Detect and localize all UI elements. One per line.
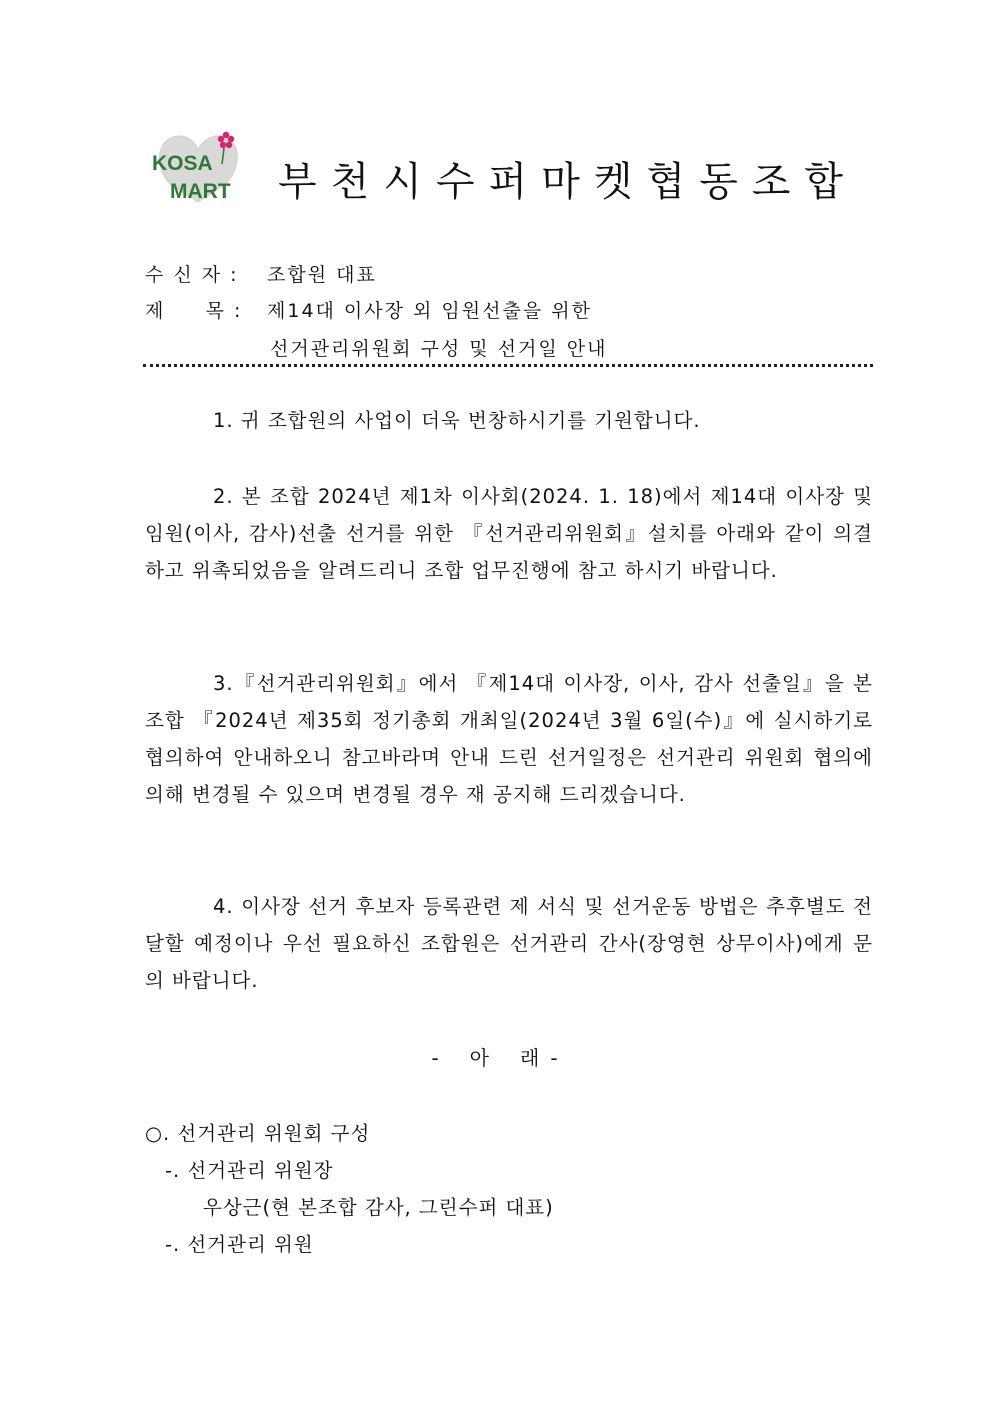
dotted-divider: [143, 364, 873, 367]
list-item-committee: ○. 선거관리 위원회 구성: [145, 1122, 371, 1145]
list-item-members: -. 선거관리 위원: [165, 1233, 314, 1256]
organization-title: 부천시수퍼마켓협동조합: [278, 159, 858, 205]
subject-line-1: 제14대 이사장 외 임원선출을 위한: [267, 300, 592, 322]
paragraph-4: [145, 888, 873, 999]
paragraph-2: [145, 478, 873, 589]
paragraph-2-text: 2. 본 조합 2024년 제1차 이사회(2024. 1. 18)에서 제14대 이사장 및 임원(이사, 감사)선출 선거를 위한 『선거관리위원회』설치를 아래와 같이 의결하고 위촉되었음을 알려드리니 조합 업무진행에 참고 하시기 바랍니다.: [145, 485, 873, 582]
paragraph-1: [145, 402, 873, 439]
notice-word-2: 래: [520, 1046, 543, 1070]
flower-icon: [218, 132, 234, 148]
list-item-chair-name: 우상근(현 본조합 감사, 그린수퍼 대표): [203, 1196, 554, 1219]
logo-text-bottom: MART: [170, 180, 231, 203]
logo-text-top: KOSA: [152, 152, 213, 175]
subject-line-2: 선거관리위원회 구성 및 선거일 안내: [270, 338, 608, 360]
notice-dash-right: -: [550, 1046, 561, 1070]
recipient-label: 수 신 자 :: [145, 264, 239, 286]
paragraph-3: [145, 665, 873, 813]
paragraph-1-text: 1. 귀 조합원의 사업이 더욱 번창하시기를 기원합니다.: [213, 409, 701, 432]
recipient-value: 조합원 대표: [267, 264, 377, 286]
recipient-row: [145, 260, 377, 287]
subject-label: 제 목 :: [145, 300, 243, 322]
notice-word-1: 아: [469, 1046, 492, 1070]
notice-dash-left: -: [431, 1046, 442, 1070]
paragraph-4-text: 4. 이사장 선거 후보자 등록관련 제 서식 및 선거운동 방법은 추후별도 전달할 예정이나 우선 필요하신 조합원은 선거관리 간사(장영현 상무이사)에게 문의 바랍니다.: [145, 895, 873, 992]
paragraph-3-text: 3.『선거관리위원회』에서 『제14대 이사장, 이사, 감사 선출일』을 본조합 『2024년 제35회 정기총회 개최일(2024년 3월 6일(수)』에 실시하기로 협의하여 안내하오니 참고바라며 안내 드린 선거일정은 선거관리 위원회 협의에 의해 변경될 수 있으며 변경될 경우 재 공지해 드리겠습니다.: [145, 672, 873, 806]
notice-heading: [0, 1042, 992, 1071]
kosa-mart-logo: [150, 128, 250, 204]
list-item-chair: -. 선거관리 위원장: [165, 1159, 334, 1182]
subject-row: [145, 296, 592, 323]
